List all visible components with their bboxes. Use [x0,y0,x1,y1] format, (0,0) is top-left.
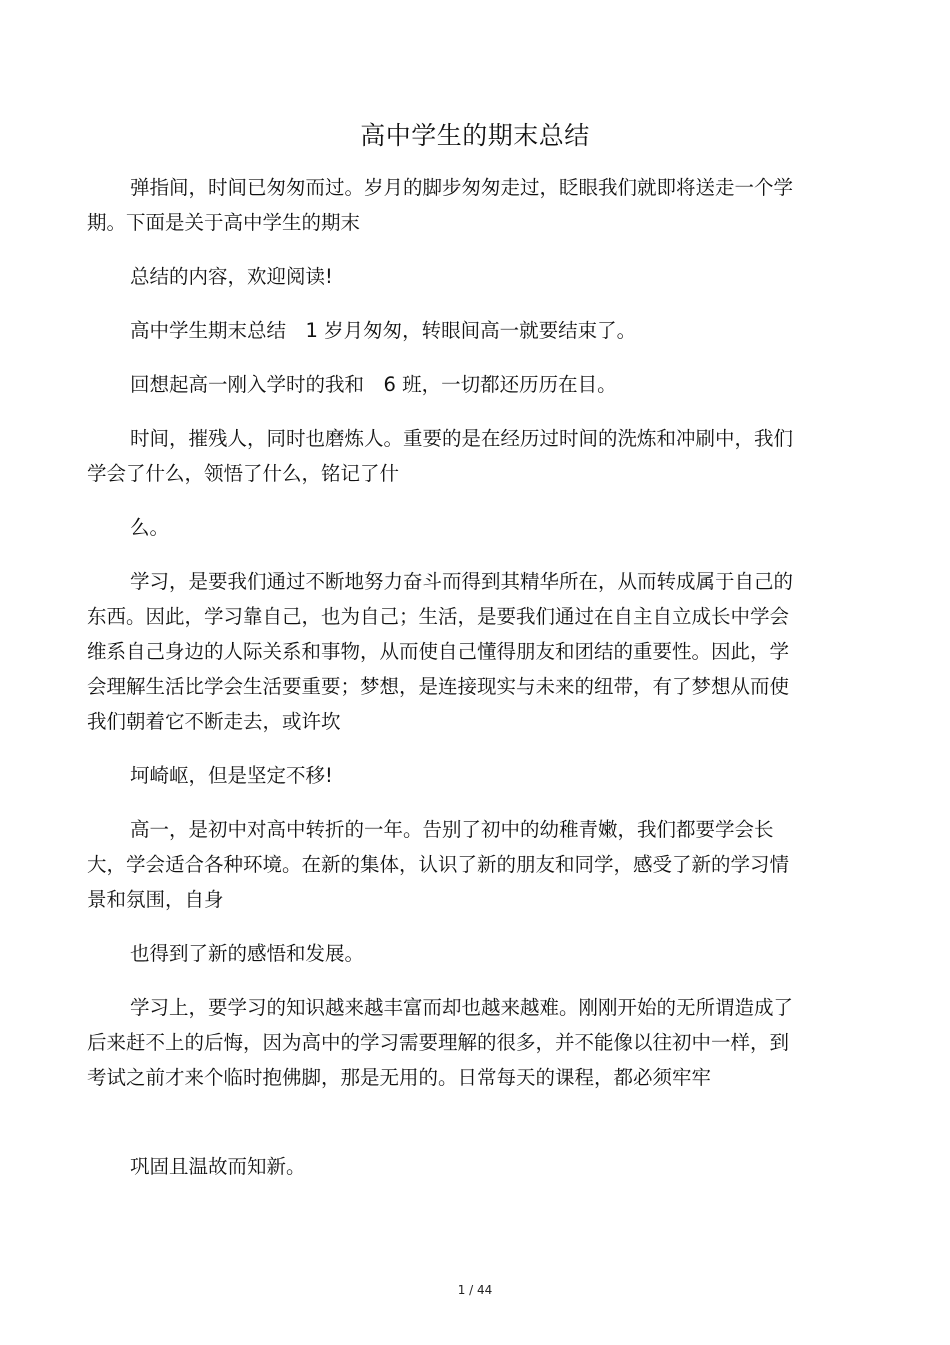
paragraph-summary-1: 高中学生期末总结 1 岁月匆匆，转眼间高一就要结束了。 [130,319,637,342]
paragraph-time: 时间，摧残人，同时也磨炼人。重要的是在经历过时间的洗炼和冲刷中，我们学会了什么，领悟了什么，铭记了什 [87,427,794,485]
paragraph-intro: 弹指间，时间已匆匆而过。岁月的脚步匆匆走过，眨眼我们就即将送走一个学期。下面是关于高中学生的期末 [87,176,794,234]
page-indicator: 1 / 44 [457,1283,493,1297]
paragraph-grade-one: 高一，是初中对高中转折的一年。告别了初中的幼稚青嫩，我们都要学会长大，学会适合各种环境。在新的集体，认识了新的朋友和同学，感受了新的学习情景和氛围，自身 [87,818,790,911]
document-title: 高中学生的期末总结 [360,121,590,150]
paragraph-memory: 回想起高一刚入学时的我和 6 班，一切都还历历在目。 [130,373,617,396]
paragraph-time-continued: 么。 [130,516,170,539]
paragraph-study-life-dream-continued: 坷崎岖，但是坚定不移! [130,764,333,787]
paragraph-learning-continued: 巩固且温故而知新。 [130,1155,306,1178]
paragraph-learning: 学习上，要学习的知识越来越丰富而却也越来越难。刚刚开始的无所谓造成了后来赶不上的后悔，因为高中的学习需要理解的很多，并不能像以往初中一样，到考试之前才来个临时抱佛脚，那是无用的。日常每天的课程，都必须牢牢 [87,996,794,1089]
paragraph-grade-one-continued: 也得到了新的感悟和发展。 [130,942,365,965]
paragraph-intro-continued: 总结的内容，欢迎阅读! [130,265,333,288]
paragraph-study-life-dream: 学习，是要我们通过不断地努力奋斗而得到其精华所在，从而转成属于自己的东西。因此，学习靠自己，也为自己；生活，是要我们通过在自主自立成长中学会维系自己身边的人际关系和事物，从而使自己懂得朋友和团结的重要性。因此，学会理解生活比学会生活要重要；梦想，是连接现实与未来的纽带，有了梦想从而使我们朝着它不断走去，或许坎 [87,570,794,733]
